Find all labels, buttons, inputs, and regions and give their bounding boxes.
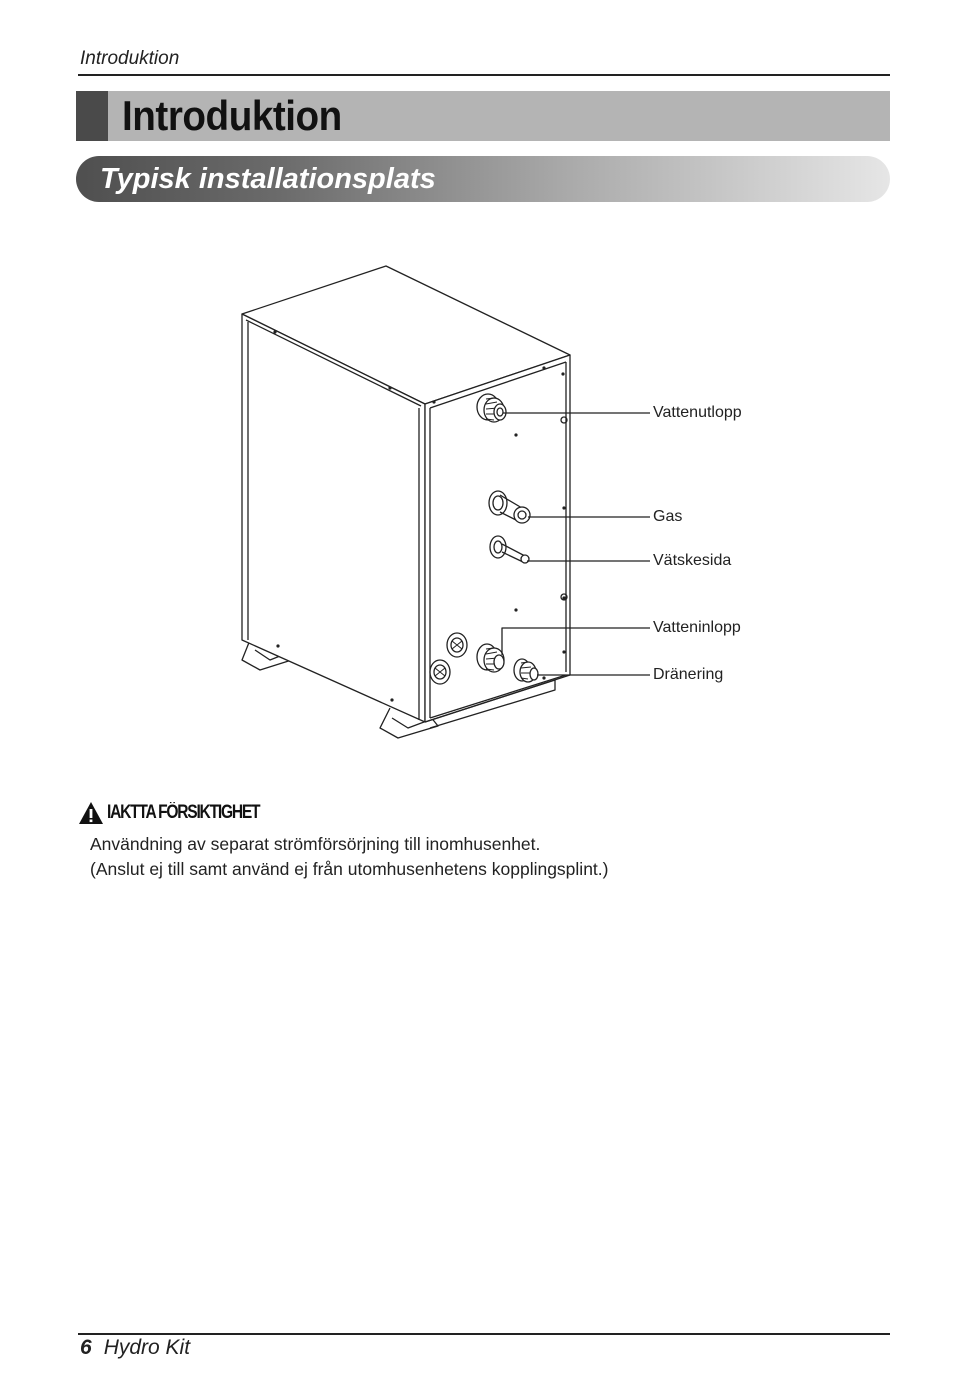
- footer-product: Hydro Kit: [103, 1336, 191, 1359]
- footer-rule: [78, 1333, 890, 1335]
- caution-text-line-2: (Anslut ej till samt använd ej från utomhusenhetens kopplingsplint.): [90, 859, 609, 879]
- section-title: Typisk installationsplats: [100, 163, 436, 195]
- warning-triangle-icon: [78, 801, 104, 825]
- caution-text-line-1: Användning av separat strömförsörjning till inomhusenhet.: [90, 834, 541, 854]
- callout-liquid-side: Vätskesida: [653, 552, 732, 569]
- callout-water-inlet: Vatteninlopp: [653, 619, 741, 636]
- running-head: Introduktion: [80, 48, 180, 69]
- caution-label: IAKTTA FÖRSIKTIGHET: [107, 802, 260, 823]
- page-footer: [80, 1336, 190, 1360]
- callout-gas: Gas: [653, 508, 683, 525]
- caution-heading: [78, 800, 293, 826]
- page-number: 6: [80, 1336, 92, 1359]
- page-title: Introduktion: [122, 92, 342, 139]
- callout-drain: Dränering: [653, 666, 724, 683]
- callout-water-outlet: Vattenutlopp: [653, 404, 742, 421]
